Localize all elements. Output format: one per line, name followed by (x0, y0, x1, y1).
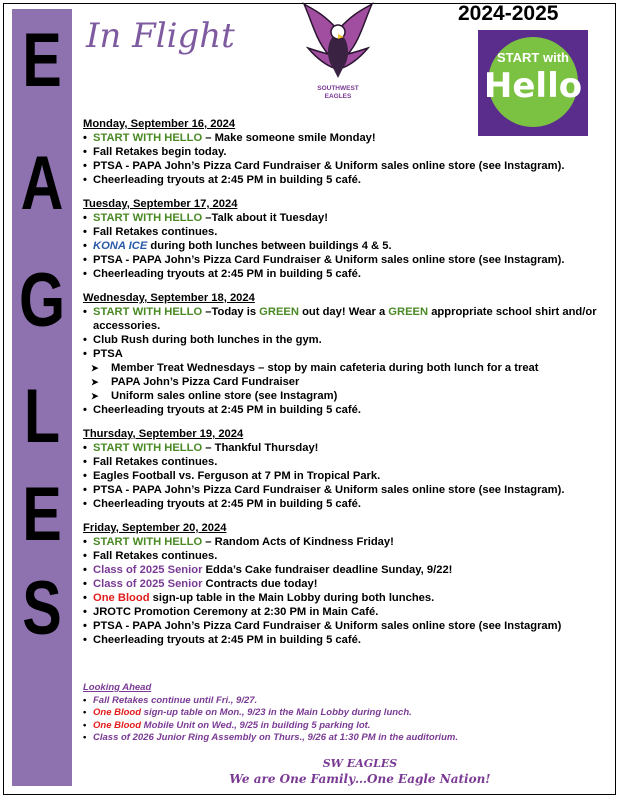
hello-badge-line1: START with (497, 50, 569, 65)
list-item: • PTSA - PAPA John’s Pizza Card Fundraiser & Uniform sales online store (see Instagram) (83, 619, 613, 633)
day-friday (83, 521, 613, 647)
list-item: • PTSA - PAPA John’s Pizza Card Fundraiser & Uniform sales online store (see Instagram). (83, 483, 613, 497)
sub-item: ➤ Member Treat Wednesdays – stop by main cafeteria during both lunch for a treat (83, 361, 613, 375)
logo-text-line2: EAGLES (324, 93, 352, 100)
sub-item: ➤ Uniform sales online store (see Instagram) (83, 389, 613, 403)
footer-motto: We are One Family…One Eagle Nation! (229, 772, 491, 786)
eagle-icon (302, 2, 374, 102)
list-item: • START WITH HELLO – Make someone smile Monday! (83, 131, 613, 145)
list-item: • KONA ICE during both lunches between buildings 4 & 5. (83, 239, 613, 253)
list-item: • Fall Retakes continue until Fri., 9/27. (83, 695, 613, 708)
logo-text-line1: SOUTHWEST (317, 85, 359, 92)
list-item: • Cheerleading tryouts at 2:45 PM in building 5 café. (83, 173, 613, 187)
day-date: Friday, September 20, 2024 (83, 522, 227, 534)
list-item: • Cheerleading tryouts at 2:45 PM in building 5 café. (83, 403, 613, 417)
day-date: Tuesday, September 17, 2024 (83, 198, 238, 210)
list-item: • START WITH HELLO – Thankful Thursday! (83, 441, 613, 455)
hello-badge-line2: Hello (483, 66, 583, 106)
announcements (83, 117, 613, 647)
list-item: • PTSA - PAPA John’s Pizza Card Fundraiser & Uniform sales online store (see Instagram). (83, 253, 613, 267)
list-item: • Fall Retakes begin today. (83, 145, 613, 159)
day-date: Thursday, September 19, 2024 (83, 428, 244, 440)
sidebar-letter: E (22, 18, 62, 103)
list-item: • One Blood Mobile Unit on Wed., 9/25 in building 5 parking lot. (83, 720, 613, 733)
day-tuesday (83, 197, 613, 281)
day-wednesday (83, 291, 613, 417)
list-item: • Class of 2026 Junior Ring Assembly on Thurs., 9/26 at 1:30 PM in the auditorium. (83, 732, 613, 745)
footer-line1: SW EAGLES (322, 757, 398, 770)
list-item: • Fall Retakes continues. (83, 455, 613, 469)
sidebar-letter: S (22, 566, 62, 651)
day-date: Monday, September 16, 2024 (83, 118, 236, 130)
list-item: • Cheerleading tryouts at 2:45 PM in building 5 café. (83, 497, 613, 511)
list-item: • One Blood sign-up table on Mon., 9/23 in the Main Lobby during lunch. (83, 707, 613, 720)
sub-item: ➤ PAPA John’s Pizza Card Fundraiser (83, 375, 613, 389)
list-item: • START WITH HELLO –Today is GREEN out day! Wear a GREEN appropriate school shirt and/or accessories. (83, 305, 613, 333)
list-item: • Fall Retakes continues. (83, 225, 613, 239)
day-monday (83, 117, 613, 187)
school-year: 2024-2025 (458, 2, 559, 25)
sidebar-letter: A (20, 141, 64, 226)
list-item: • START WITH HELLO –Talk about it Tuesday! (83, 211, 613, 225)
list-item: • Class of 2025 Senior Edda’s Cake fundraiser deadline Sunday, 9/22! (83, 563, 613, 577)
eagles-sidebar (12, 9, 72, 786)
day-date: Wednesday, September 18, 2024 (83, 292, 255, 304)
day-thursday (83, 427, 613, 511)
looking-ahead (83, 682, 613, 745)
sidebar-letter: L (23, 374, 61, 459)
list-item: • JROTC Promotion Ceremony at 2:30 PM in Main Café. (83, 605, 613, 619)
list-item: • Cheerleading tryouts at 2:45 PM in building 5 café. (83, 267, 613, 281)
page-title: In Flight (86, 16, 235, 56)
eagle-logo (302, 2, 374, 102)
list-item: • PTSA (83, 347, 613, 361)
list-item: • Class of 2025 Senior Contracts due today! (83, 577, 613, 591)
list-item: • Cheerleading tryouts at 2:45 PM in building 5 café. (83, 633, 613, 647)
sidebar-letter: E (22, 472, 62, 557)
list-item: • START WITH HELLO – Random Acts of Kindness Friday! (83, 535, 613, 549)
looking-ahead-title: Looking Ahead (83, 682, 152, 693)
sidebar-letter: G (18, 258, 66, 343)
list-item: • Eagles Football vs. Ferguson at 7 PM in Tropical Park. (83, 469, 613, 483)
list-item: • One Blood sign-up table in the Main Lobby during both lunches. (83, 591, 613, 605)
list-item: • Fall Retakes continues. (83, 549, 613, 563)
list-item: • Club Rush during both lunches in the gym. (83, 333, 613, 347)
list-item: • PTSA - PAPA John’s Pizza Card Fundraiser & Uniform sales online store (see Instagram). (83, 159, 613, 173)
